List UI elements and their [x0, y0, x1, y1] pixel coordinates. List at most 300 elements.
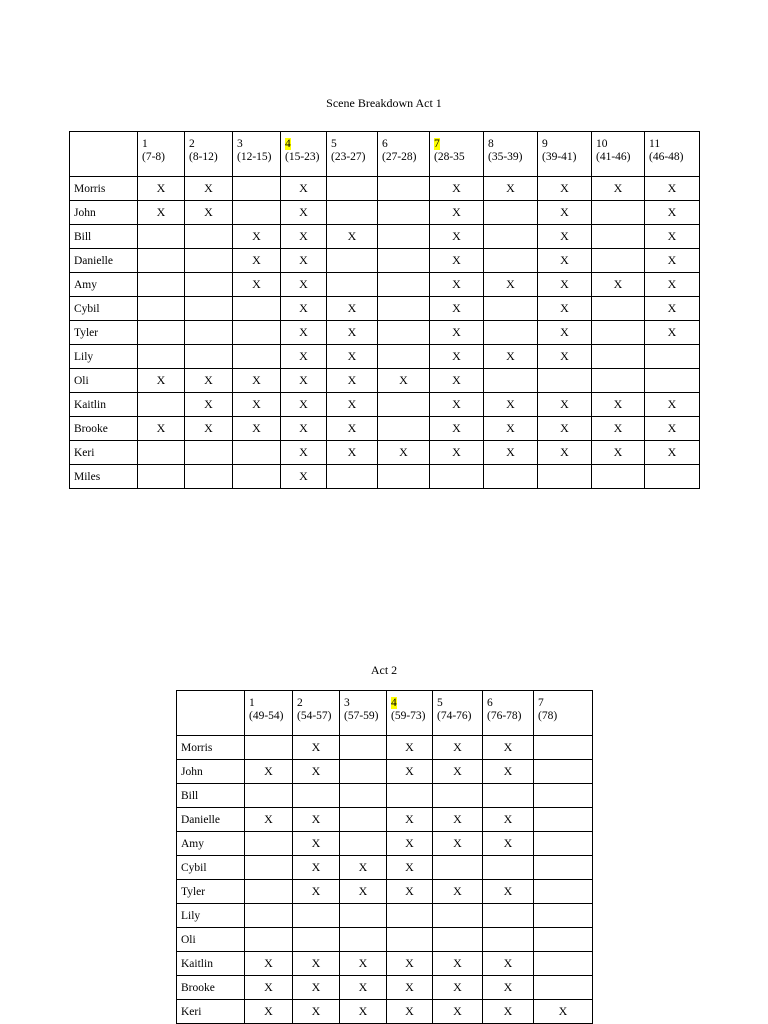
- scene-mark-cell: X: [645, 273, 700, 297]
- scene-mark-cell: X: [387, 808, 433, 832]
- scene-mark-cell: X: [483, 952, 534, 976]
- scene-mark-cell: [233, 441, 281, 465]
- scene-mark-cell: [378, 201, 430, 225]
- scene-mark-cell: [484, 369, 538, 393]
- table-row: [70, 177, 700, 201]
- act2-title: Act 2: [370, 663, 398, 677]
- scene-mark-cell: [340, 760, 387, 784]
- scene-mark-cell: X: [233, 393, 281, 417]
- scene-mark-cell: [484, 321, 538, 345]
- scene-mark-cell: [534, 808, 593, 832]
- act1-scene-header-7: [430, 132, 484, 177]
- scene-mark-cell: X: [483, 832, 534, 856]
- scene-mark-cell: [534, 976, 593, 1000]
- scene-page-range: (8-12): [189, 151, 218, 163]
- scene-mark-cell: [293, 784, 340, 808]
- act1-table-body: [70, 132, 700, 489]
- scene-number-text: 5: [331, 138, 337, 150]
- scene-mark-cell: X: [185, 177, 233, 201]
- scene-number-text: 5: [437, 697, 443, 709]
- scene-mark-cell: X: [233, 249, 281, 273]
- scene-mark-cell: [138, 321, 185, 345]
- scene-mark-cell: X: [433, 808, 483, 832]
- scene-mark-cell: X: [327, 297, 378, 321]
- act1-scene-header-4: [281, 132, 327, 177]
- scene-mark-cell: X: [645, 441, 700, 465]
- table-row: [177, 928, 593, 952]
- scene-mark-cell: X: [592, 417, 645, 441]
- scene-mark-cell: X: [430, 321, 484, 345]
- scene-mark-cell: X: [281, 393, 327, 417]
- scene-mark-cell: X: [185, 417, 233, 441]
- scene-mark-cell: [185, 297, 233, 321]
- scene-mark-cell: X: [233, 273, 281, 297]
- scene-mark-cell: [340, 904, 387, 928]
- scene-mark-cell: [340, 928, 387, 952]
- scene-mark-cell: X: [538, 273, 592, 297]
- scene-mark-cell: X: [430, 177, 484, 201]
- scene-mark-cell: X: [538, 201, 592, 225]
- scene-mark-cell: [245, 904, 293, 928]
- scene-number: [344, 697, 386, 710]
- scene-mark-cell: [378, 393, 430, 417]
- scene-mark-cell: X: [430, 369, 484, 393]
- character-name: Brooke: [177, 976, 245, 1000]
- act2-scene-header-4: [387, 691, 433, 736]
- scene-mark-cell: [534, 880, 593, 904]
- scene-page-range: (39-41): [542, 151, 577, 163]
- scene-mark-cell: [378, 345, 430, 369]
- scene-number-text: 3: [344, 697, 350, 709]
- scene-mark-cell: [378, 177, 430, 201]
- character-name: Amy: [70, 273, 138, 297]
- scene-mark-cell: X: [340, 952, 387, 976]
- scene-mark-cell: X: [378, 441, 430, 465]
- table-row: [177, 808, 593, 832]
- scene-mark-cell: X: [645, 201, 700, 225]
- scene-mark-cell: X: [592, 393, 645, 417]
- scene-mark-cell: X: [538, 177, 592, 201]
- scene-number: [649, 138, 699, 151]
- scene-mark-cell: X: [293, 808, 340, 832]
- scene-mark-cell: [340, 808, 387, 832]
- scene-mark-cell: X: [327, 345, 378, 369]
- scene-mark-cell: X: [327, 441, 378, 465]
- scene-mark-cell: X: [433, 760, 483, 784]
- scene-mark-cell: X: [484, 441, 538, 465]
- table-row: [70, 417, 700, 441]
- act2-header-row: [177, 691, 593, 736]
- scene-mark-cell: X: [433, 976, 483, 1000]
- scene-mark-cell: [592, 297, 645, 321]
- act1-scene-header-2: [185, 132, 233, 177]
- scene-number: [542, 138, 591, 151]
- scene-mark-cell: X: [484, 393, 538, 417]
- scene-mark-cell: [185, 249, 233, 273]
- scene-mark-cell: X: [293, 736, 340, 760]
- scene-page-range: (15-23): [285, 151, 320, 163]
- scene-number-text: 6: [382, 138, 388, 150]
- scene-number-text: 10: [596, 138, 608, 150]
- scene-mark-cell: X: [387, 736, 433, 760]
- scene-page-range: (12-15): [237, 151, 272, 163]
- act1-scene-header-10: [592, 132, 645, 177]
- character-name: Danielle: [70, 249, 138, 273]
- scene-mark-cell: X: [293, 856, 340, 880]
- scene-mark-cell: [484, 297, 538, 321]
- table-row: [177, 760, 593, 784]
- scene-mark-cell: X: [483, 736, 534, 760]
- act1-scene-header-5: [327, 132, 378, 177]
- scene-number: [596, 138, 644, 151]
- scene-mark-cell: [378, 465, 430, 489]
- character-name: Bill: [70, 225, 138, 249]
- scene-mark-cell: X: [645, 321, 700, 345]
- scene-mark-cell: [387, 904, 433, 928]
- scene-mark-cell: X: [484, 345, 538, 369]
- scene-mark-cell: X: [281, 441, 327, 465]
- scene-mark-cell: [592, 345, 645, 369]
- scene-page-range: (57-59): [344, 710, 379, 722]
- table-row: [70, 369, 700, 393]
- scene-mark-cell: X: [387, 952, 433, 976]
- scene-mark-cell: [592, 225, 645, 249]
- scene-number: [488, 138, 537, 151]
- scene-mark-cell: [378, 225, 430, 249]
- scene-mark-cell: [245, 736, 293, 760]
- scene-page-range: (78): [538, 710, 558, 722]
- table-row: [177, 784, 593, 808]
- scene-mark-cell: X: [645, 393, 700, 417]
- act2-scene-header-7: [534, 691, 593, 736]
- scene-mark-cell: X: [430, 345, 484, 369]
- scene-mark-cell: [138, 441, 185, 465]
- scene-mark-cell: X: [430, 225, 484, 249]
- scene-mark-cell: [534, 832, 593, 856]
- scene-mark-cell: [327, 177, 378, 201]
- table-row: [177, 952, 593, 976]
- scene-mark-cell: X: [538, 225, 592, 249]
- table-row: [70, 441, 700, 465]
- scene-number-text: 1: [142, 138, 148, 150]
- scene-mark-cell: X: [483, 760, 534, 784]
- scene-mark-cell: X: [387, 856, 433, 880]
- scene-number: [331, 138, 377, 151]
- scene-number-text: 3: [237, 138, 243, 150]
- scene-mark-cell: [534, 904, 593, 928]
- scene-mark-cell: [233, 345, 281, 369]
- scene-mark-cell: [592, 201, 645, 225]
- character-name: Kaitlin: [70, 393, 138, 417]
- character-name: Tyler: [177, 880, 245, 904]
- scene-mark-cell: X: [645, 177, 700, 201]
- scene-mark-cell: [430, 465, 484, 489]
- scene-mark-cell: [340, 832, 387, 856]
- scene-mark-cell: X: [281, 249, 327, 273]
- scene-mark-cell: [233, 177, 281, 201]
- table-row: [70, 345, 700, 369]
- scene-mark-cell: X: [483, 976, 534, 1000]
- scene-mark-cell: [138, 345, 185, 369]
- table-row: [177, 832, 593, 856]
- scene-number: [142, 138, 184, 151]
- scene-mark-cell: [433, 904, 483, 928]
- table-row: [177, 880, 593, 904]
- scene-mark-cell: [534, 856, 593, 880]
- scene-mark-cell: X: [138, 201, 185, 225]
- scene-mark-cell: [484, 225, 538, 249]
- act1-title: Scene Breakdown Act 1: [326, 96, 442, 110]
- act2-scene-header-3: [340, 691, 387, 736]
- scene-mark-cell: X: [483, 808, 534, 832]
- character-name: Cybil: [177, 856, 245, 880]
- scene-mark-cell: [138, 297, 185, 321]
- scene-mark-cell: X: [645, 225, 700, 249]
- scene-mark-cell: X: [293, 952, 340, 976]
- act1-scene-header-1: [138, 132, 185, 177]
- character-name: Kaitlin: [177, 952, 245, 976]
- scene-mark-cell: X: [340, 856, 387, 880]
- scene-mark-cell: [245, 880, 293, 904]
- act1-scene-header-6: [378, 132, 430, 177]
- scene-mark-cell: [378, 417, 430, 441]
- scene-mark-cell: [483, 856, 534, 880]
- scene-mark-cell: X: [293, 1000, 340, 1024]
- scene-mark-cell: X: [327, 225, 378, 249]
- scene-mark-cell: [233, 201, 281, 225]
- scene-mark-cell: [484, 201, 538, 225]
- scene-mark-cell: [245, 784, 293, 808]
- scene-page-range: (76-78): [487, 710, 522, 722]
- scene-page-range: (7-8): [142, 151, 165, 163]
- act2-header-corner: [177, 691, 245, 736]
- table-row: [177, 976, 593, 1000]
- scene-mark-cell: X: [340, 1000, 387, 1024]
- scene-mark-cell: X: [293, 760, 340, 784]
- scene-mark-cell: [185, 465, 233, 489]
- scene-page-range: (59-73): [391, 710, 426, 722]
- scene-mark-cell: [340, 736, 387, 760]
- scene-mark-cell: [484, 249, 538, 273]
- scene-number-text: 6: [487, 697, 493, 709]
- character-name: Oli: [70, 369, 138, 393]
- scene-page-range: (41-46): [596, 151, 631, 163]
- scene-mark-cell: [185, 321, 233, 345]
- scene-mark-cell: [233, 321, 281, 345]
- scene-mark-cell: [185, 225, 233, 249]
- scene-mark-cell: X: [245, 1000, 293, 1024]
- scene-mark-cell: X: [433, 880, 483, 904]
- scene-mark-cell: X: [233, 369, 281, 393]
- scene-mark-cell: [138, 225, 185, 249]
- scene-mark-cell: X: [387, 880, 433, 904]
- scene-mark-cell: X: [185, 201, 233, 225]
- table-row: [70, 393, 700, 417]
- scene-mark-cell: X: [430, 297, 484, 321]
- scene-page-range: (27-28): [382, 151, 417, 163]
- scene-number-text: 4: [391, 697, 397, 709]
- scene-mark-cell: [378, 321, 430, 345]
- scene-mark-cell: [138, 393, 185, 417]
- act2-table-body: [177, 691, 593, 1024]
- scene-mark-cell: X: [433, 832, 483, 856]
- scene-mark-cell: X: [185, 393, 233, 417]
- scene-mark-cell: X: [340, 976, 387, 1000]
- scene-mark-cell: X: [245, 952, 293, 976]
- scene-mark-cell: [138, 465, 185, 489]
- scene-page-range: (28-35: [434, 151, 465, 163]
- scene-number-text: 9: [542, 138, 548, 150]
- scene-page-range: (49-54): [249, 710, 284, 722]
- scene-mark-cell: X: [433, 736, 483, 760]
- character-name: Tyler: [70, 321, 138, 345]
- scene-page-range: (74-76): [437, 710, 472, 722]
- scene-mark-cell: X: [538, 345, 592, 369]
- scene-number: [487, 697, 533, 710]
- scene-mark-cell: [433, 928, 483, 952]
- scene-mark-cell: X: [245, 808, 293, 832]
- scene-mark-cell: [645, 345, 700, 369]
- scene-mark-cell: X: [293, 880, 340, 904]
- scene-mark-cell: X: [340, 880, 387, 904]
- scene-number: [297, 697, 339, 710]
- table-row: [70, 249, 700, 273]
- table-row: [70, 225, 700, 249]
- act1-scene-table: [69, 131, 700, 489]
- table-row: [177, 736, 593, 760]
- character-name: Amy: [177, 832, 245, 856]
- scene-number: [538, 697, 592, 710]
- act1-header-corner: [70, 132, 138, 177]
- scene-mark-cell: [138, 273, 185, 297]
- scene-mark-cell: X: [281, 465, 327, 489]
- scene-number: [437, 697, 482, 710]
- character-name: Danielle: [177, 808, 245, 832]
- scene-number: [189, 138, 232, 151]
- act1-scene-header-8: [484, 132, 538, 177]
- scene-mark-cell: [483, 784, 534, 808]
- scene-mark-cell: X: [430, 441, 484, 465]
- character-name: Cybil: [70, 297, 138, 321]
- scene-mark-cell: [538, 465, 592, 489]
- scene-mark-cell: X: [293, 976, 340, 1000]
- act2-scene-header-1: [245, 691, 293, 736]
- scene-mark-cell: X: [433, 952, 483, 976]
- scene-mark-cell: X: [327, 369, 378, 393]
- table-row: [70, 321, 700, 345]
- character-name: Keri: [177, 1000, 245, 1024]
- scene-mark-cell: [433, 784, 483, 808]
- scene-mark-cell: X: [281, 417, 327, 441]
- scene-mark-cell: X: [327, 321, 378, 345]
- act1-scene-header-3: [233, 132, 281, 177]
- scene-mark-cell: X: [592, 273, 645, 297]
- scene-mark-cell: X: [293, 832, 340, 856]
- scene-mark-cell: [592, 465, 645, 489]
- scene-mark-cell: [592, 321, 645, 345]
- scene-mark-cell: X: [430, 249, 484, 273]
- scene-mark-cell: X: [138, 177, 185, 201]
- scene-mark-cell: X: [233, 417, 281, 441]
- scene-mark-cell: [387, 928, 433, 952]
- scene-page-range: (23-27): [331, 151, 366, 163]
- scene-mark-cell: X: [281, 345, 327, 369]
- scene-mark-cell: X: [387, 760, 433, 784]
- act1-header-row: [70, 132, 700, 177]
- scene-mark-cell: X: [185, 369, 233, 393]
- scene-mark-cell: X: [327, 393, 378, 417]
- act2-scene-header-2: [293, 691, 340, 736]
- character-name: John: [70, 201, 138, 225]
- scene-number: [391, 697, 432, 710]
- scene-mark-cell: [327, 201, 378, 225]
- scene-number-text: 7: [434, 138, 440, 150]
- act2-scene-table: [176, 690, 593, 1024]
- scene-mark-cell: X: [387, 976, 433, 1000]
- table-row: [70, 201, 700, 225]
- scene-mark-cell: X: [484, 417, 538, 441]
- table-row: [177, 904, 593, 928]
- scene-number-text: 7: [538, 697, 544, 709]
- scene-mark-cell: X: [645, 297, 700, 321]
- scene-mark-cell: X: [281, 225, 327, 249]
- scene-mark-cell: [185, 441, 233, 465]
- scene-mark-cell: [378, 249, 430, 273]
- scene-mark-cell: [245, 856, 293, 880]
- scene-mark-cell: [433, 856, 483, 880]
- scene-page-range: (54-57): [297, 710, 332, 722]
- scene-mark-cell: [592, 369, 645, 393]
- scene-mark-cell: [483, 928, 534, 952]
- scene-mark-cell: [534, 760, 593, 784]
- character-name: Bill: [177, 784, 245, 808]
- table-row: [177, 1000, 593, 1024]
- scene-mark-cell: X: [281, 321, 327, 345]
- scene-mark-cell: [378, 273, 430, 297]
- scene-number: [382, 138, 429, 151]
- table-row: [70, 297, 700, 321]
- scene-mark-cell: X: [484, 273, 538, 297]
- character-name: Morris: [177, 736, 245, 760]
- character-name: John: [177, 760, 245, 784]
- scene-mark-cell: [387, 784, 433, 808]
- scene-number-text: 4: [285, 138, 291, 150]
- scene-mark-cell: X: [538, 297, 592, 321]
- scene-mark-cell: X: [592, 177, 645, 201]
- scene-mark-cell: [483, 904, 534, 928]
- scene-mark-cell: [484, 465, 538, 489]
- scene-number-text: 2: [189, 138, 195, 150]
- scene-mark-cell: X: [281, 369, 327, 393]
- scene-mark-cell: [534, 928, 593, 952]
- scene-mark-cell: X: [233, 225, 281, 249]
- scene-mark-cell: X: [387, 832, 433, 856]
- scene-mark-cell: [378, 297, 430, 321]
- scene-mark-cell: X: [245, 976, 293, 1000]
- scene-mark-cell: [233, 297, 281, 321]
- act2-scene-header-6: [483, 691, 534, 736]
- scene-number: [237, 138, 280, 151]
- scene-mark-cell: [293, 904, 340, 928]
- scene-number-text: 8: [488, 138, 494, 150]
- scene-page-range: (46-48): [649, 151, 684, 163]
- character-name: Lily: [70, 345, 138, 369]
- scene-mark-cell: X: [483, 880, 534, 904]
- character-name: Lily: [177, 904, 245, 928]
- scene-mark-cell: X: [538, 321, 592, 345]
- scene-mark-cell: X: [538, 249, 592, 273]
- scene-mark-cell: X: [645, 249, 700, 273]
